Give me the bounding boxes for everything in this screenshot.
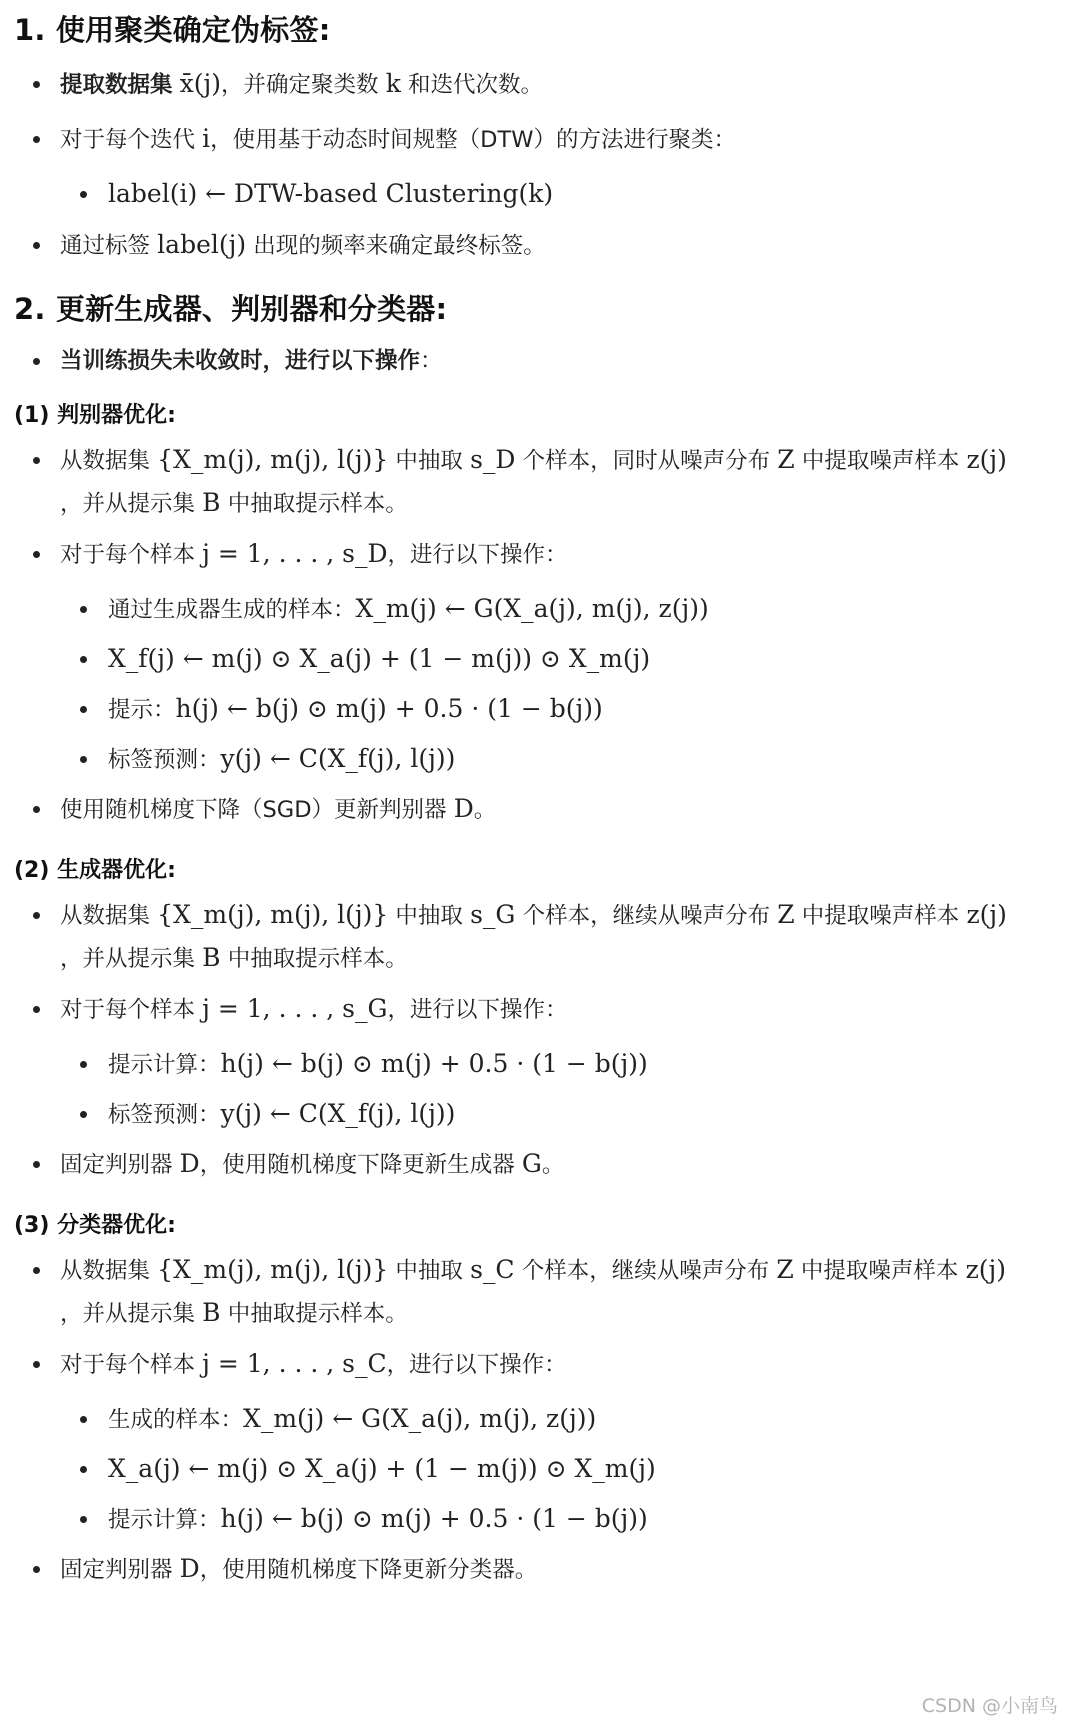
math-inline: D: [179, 1554, 200, 1583]
math-inline: Z: [777, 445, 795, 474]
text: 中提取噪声样本: [801, 903, 960, 929]
math-inline: z(j): [966, 445, 1007, 474]
math-inline: D: [453, 794, 474, 823]
text: 从数据集: [60, 448, 151, 474]
text: ，使用基于动态时间规整（DTW）的方法进行聚类：: [210, 127, 736, 153]
text: ，使用随机梯度下降更新生成器: [199, 1152, 515, 1178]
sub-bullet-label-pred: [14, 1093, 1060, 1136]
text: ，并从提示集: [60, 491, 196, 517]
math-inline: Z: [776, 1255, 794, 1284]
classifier-list: [14, 1249, 1060, 1591]
text: ，进行以下操作：: [387, 997, 568, 1023]
text: 中抽取提示样本。: [227, 491, 408, 517]
sub-bullet-hint: [14, 688, 1060, 731]
text: 固定判别器: [60, 1152, 173, 1178]
text: 出现的频率来确定最终标签。: [253, 233, 546, 259]
bold-text: 提取数据集: [60, 72, 173, 98]
section-1-list: [14, 63, 1060, 267]
bullet-update-classifier: [14, 1548, 1060, 1591]
sub-bullet-fused-sample: [14, 638, 1060, 681]
math-inline: s_C: [470, 1255, 515, 1284]
bullet-final-label: [14, 224, 1060, 267]
sub-bullet-generated-sample: [14, 1398, 1060, 1441]
text: 通过生成器生成的样本：: [108, 597, 356, 623]
text: 个样本，继续从噪声分布: [522, 903, 771, 929]
bullet-sample-classifier: [14, 1249, 1060, 1335]
math-inline: X_m(j) ← G(X_a(j), m(j), z(j)): [355, 594, 709, 623]
sub-bullet-generated-sample: [14, 588, 1060, 631]
text: 使用随机梯度下降（SGD）更新判别器: [60, 797, 447, 823]
text: 个样本，继续从噪声分布: [521, 1258, 770, 1284]
text: 中抽取: [395, 903, 463, 929]
text: 生成的样本：: [108, 1407, 244, 1433]
math-inline: G: [521, 1149, 542, 1178]
math-inline: j = 1, . . . , s_C: [202, 1349, 387, 1378]
text: 。: [473, 797, 497, 823]
text: 中抽取提示样本。: [227, 946, 408, 972]
bullet-training-loop: [14, 340, 1060, 382]
math-inline: z(j): [965, 1255, 1007, 1284]
text: ，进行以下操作：: [387, 542, 568, 568]
bullet-update-discriminator: [14, 788, 1060, 831]
text: 对于每个样本: [60, 542, 196, 568]
section-2-title: 2. 更新生成器、判别器和分类器:: [14, 292, 448, 326]
math-inline: B: [202, 1298, 221, 1327]
math-inline: X_f(j) ← m(j) ⊙ X_a(j) + (1 − m(j)) ⊙ X_m(j): [108, 644, 651, 673]
discriminator-title: (1) 判别器优化:: [14, 403, 176, 428]
text: 中抽取: [395, 448, 463, 474]
text: 对于每个迭代: [60, 127, 196, 153]
math-inline: h(j) ← b(j) ⊙ m(j) + 0.5 · (1 − b(j)): [175, 694, 603, 723]
text: 中提取噪声样本: [800, 1258, 959, 1284]
math-inline: {X_m(j), m(j), l(j)}: [157, 900, 389, 929]
text: 和迭代次数。: [408, 72, 544, 98]
math-inline: {X_m(j), m(j), l(j)}: [157, 1255, 389, 1284]
text: ，进行以下操作：: [386, 1352, 567, 1378]
text: 通过标签: [60, 233, 151, 259]
generator-title: (2) 生成器优化:: [14, 858, 176, 883]
math-inline: x̄(j): [179, 69, 222, 98]
bullet-iteration: [14, 118, 1060, 161]
math-inline: j = 1, . . . , s_G: [202, 994, 388, 1023]
text: ，并确定聚类数: [221, 72, 379, 98]
math-inline: z(j): [966, 900, 1007, 929]
bold-text: 当训练损失未收敛时，进行以下操作: [60, 348, 421, 374]
math-inline: D: [179, 1149, 200, 1178]
math-inline: Z: [777, 900, 795, 929]
text: ，并从提示集: [60, 946, 196, 972]
math-inline: B: [202, 943, 221, 972]
section-2-list: [14, 340, 1060, 382]
math-inline: j = 1, . . . , s_D: [202, 539, 388, 568]
classifier-title: (3) 分类器优化:: [14, 1213, 176, 1238]
math-inline: h(j) ← b(j) ⊙ m(j) + 0.5 · (1 − b(j)): [220, 1049, 648, 1078]
sub-bullet-hint-calc: [14, 1498, 1060, 1541]
bullet-for-each-sample: [14, 1343, 1060, 1386]
math-inline: s_D: [470, 445, 516, 474]
text: ：: [420, 348, 443, 374]
math-inline: k: [385, 69, 401, 98]
sub-bullet-label-pred: [14, 738, 1060, 781]
text: 提示计算：: [108, 1507, 221, 1533]
text: 从数据集: [60, 1258, 151, 1284]
text: 从数据集: [60, 903, 151, 929]
text: 。: [541, 1152, 565, 1178]
math-inline: label(j): [157, 230, 247, 259]
math-inline: {X_m(j), m(j), l(j)}: [157, 445, 389, 474]
generator-list: [14, 894, 1060, 1186]
csdn-watermark: CSDN @小南鸟: [921, 1695, 1058, 1717]
sub-bullet-fused-sample: [14, 1448, 1060, 1491]
bullet-for-each-sample: [14, 988, 1060, 1031]
text: ，并从提示集: [60, 1301, 196, 1327]
math-inline: y(j) ← C(X_f(j), l(j)): [220, 1099, 456, 1128]
math-inline: y(j) ← C(X_f(j), l(j)): [220, 744, 456, 773]
math-inline: X_m(j) ← G(X_a(j), m(j), z(j)): [243, 1404, 597, 1433]
sub-bullet-hint-calc: [14, 1043, 1060, 1086]
math-inline: i: [202, 124, 211, 153]
text: 标签预测：: [108, 1102, 221, 1128]
bullet-for-each-sample: [14, 533, 1060, 576]
text: 对于每个样本: [60, 997, 196, 1023]
text: 中抽取: [395, 1258, 463, 1284]
math-inline: X_a(j) ← m(j) ⊙ X_a(j) + (1 − m(j)) ⊙ X_m(j): [108, 1454, 656, 1483]
text: 标签预测：: [108, 747, 221, 773]
math-inline: label(i) ← DTW-based Clustering(k): [108, 179, 554, 208]
discriminator-list: [14, 439, 1060, 831]
text: 提示计算：: [108, 1052, 221, 1078]
text: ，使用随机梯度下降更新分类器。: [199, 1557, 538, 1583]
text: 提示：: [108, 697, 176, 723]
math-inline: B: [202, 488, 221, 517]
bullet-sample-discriminator: [14, 439, 1060, 525]
text: 个样本，同时从噪声分布: [522, 448, 771, 474]
math-inline: s_G: [470, 900, 516, 929]
bullet-extract-dataset: [14, 63, 1060, 106]
text: 固定判别器: [60, 1557, 173, 1583]
text: 对于每个样本: [60, 1352, 196, 1378]
section-1-title: 1. 使用聚类确定伪标签:: [14, 13, 331, 47]
math-inline: h(j) ← b(j) ⊙ m(j) + 0.5 · (1 − b(j)): [220, 1504, 648, 1533]
bullet-sample-generator: [14, 894, 1060, 980]
bullet-update-generator: [14, 1143, 1060, 1186]
text: 中抽取提示样本。: [227, 1301, 408, 1327]
text: 中提取噪声样本: [801, 448, 960, 474]
sub-bullet-dtw: [14, 173, 1060, 216]
